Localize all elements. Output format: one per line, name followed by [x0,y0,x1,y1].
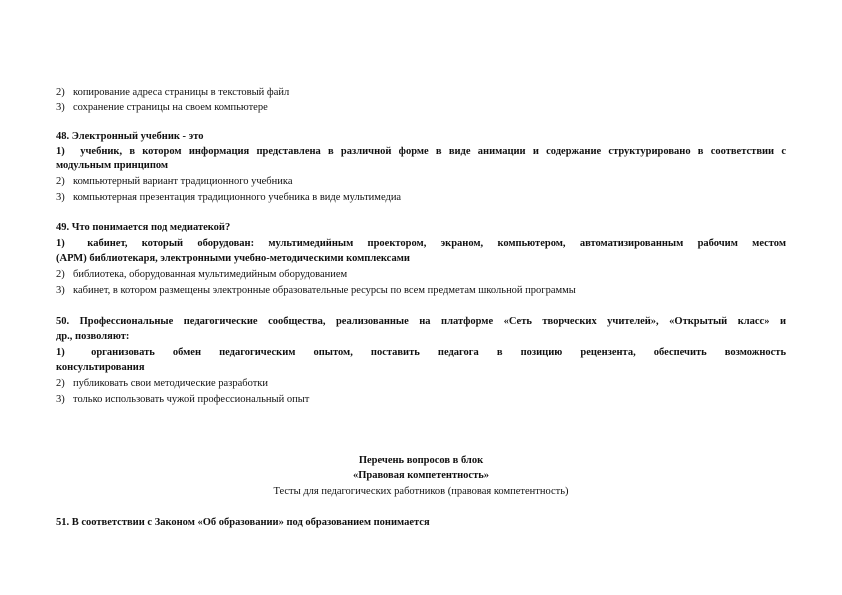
answer-option: 3) кабинет, в котором размещены электронные образовательные ресурсы по всем предметам школьной программы [56,285,576,296]
answer-option-correct-cont: консультирования [56,362,145,373]
answer-option: 3) компьютерная презентация традиционного учебника в виде мультимедиа [56,192,402,203]
answer-option: 2) компьютерный вариант традиционного учебника [56,176,293,187]
answer-option-correct: 1) кабинет, который оборудован: мультимедийным проектором, экраном, компьютером, автоматизированным рабочим местом [56,238,786,249]
answer-option-correct: 1) организовать обмен педагогическим опытом, поставить педагога в позицию рецензента, обеспечить возможность [56,347,787,358]
answer-option: 3) сохранение страницы на своем компьютере [56,102,268,113]
answer-option: 3) только использовать чужой профессиональный опыт [56,394,310,405]
question-49-title: 49. Что понимается под медиатекой? [56,222,231,233]
answer-option-correct-cont: (АРМ) библиотекаря, электронными учебно-методическими комплексами [56,253,410,264]
answer-option: 2) публиковать свои методические разработки [56,378,269,389]
answer-option: 2) библиотека, оборудованная мультимедийным оборудованием [56,269,348,280]
question-48-title: 48. Электронный учебник - это [56,131,204,142]
answer-option: 2) копирование адреса страницы в текстовый файл [56,87,290,98]
answer-option-correct: 1) учебник, в котором информация представлена в различной форме в виде анимации и содержание структурировано в соответствии с [56,146,786,157]
answer-option-correct-cont: модульным принципом [56,160,169,171]
block-heading-title: «Правовая компетентность» [352,470,490,481]
block-heading: Перечень вопросов в блок [358,455,484,466]
block-subheading: Тесты для педагогических работников (правовая компетентность) [273,486,569,497]
question-51-title: 51. В соответствии с Законом «Об образовании» под образованием понимается [56,517,430,528]
question-50-title-cont: др., позволяют: [56,331,130,342]
question-50-title: 50. Профессиональные педагогические сообщества, реализованные на платформе «Сеть творческих учителей», «Открытый класс» и [56,316,786,327]
